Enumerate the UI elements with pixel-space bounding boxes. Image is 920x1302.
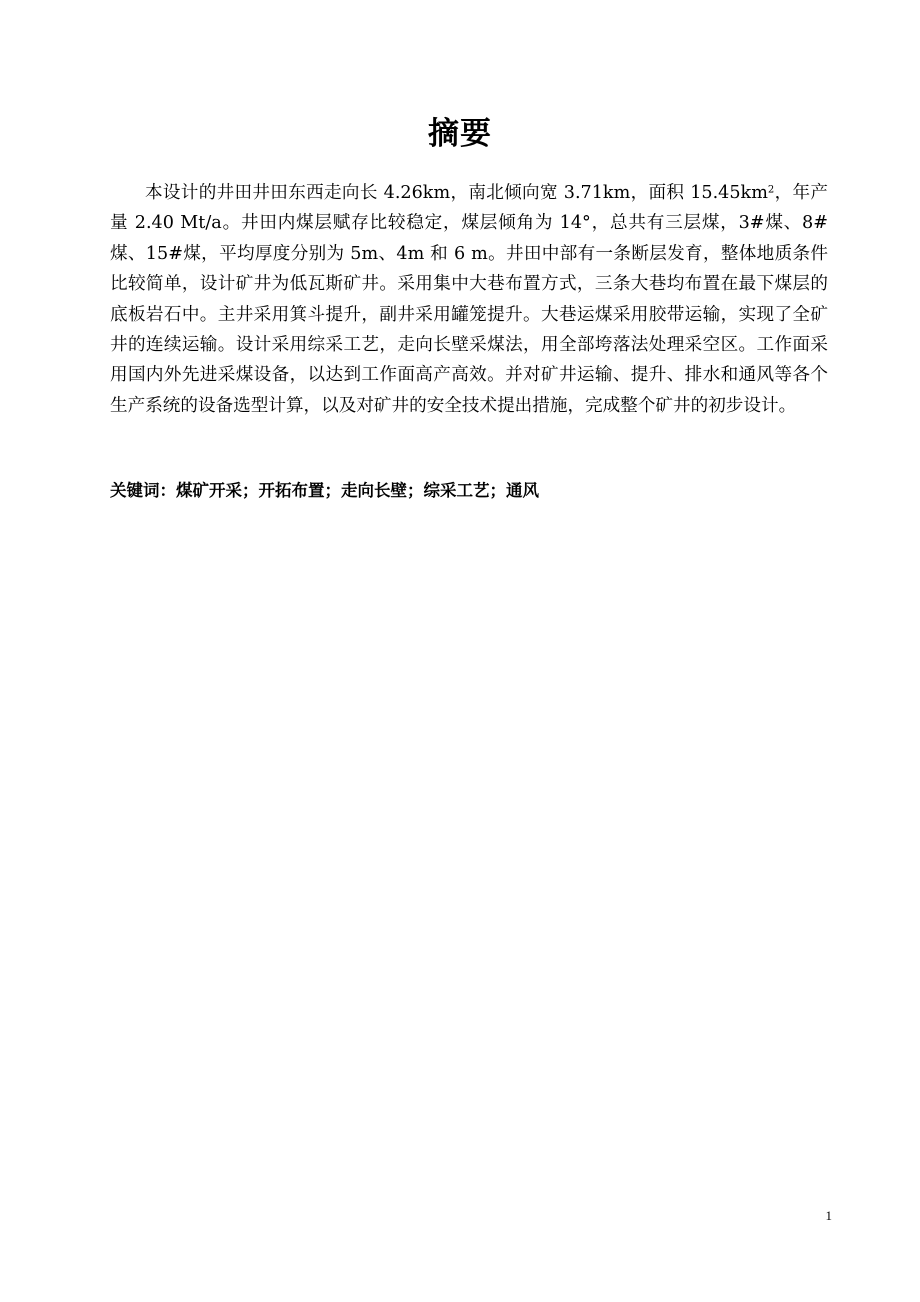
area-unit-superscript: 2 [767, 184, 775, 196]
abstract-paragraph [110, 178, 828, 421]
page-number: 1 [825, 1208, 832, 1223]
abstract-text-before-superscript: 本设计的井田井田东西走向长 4.26km，南北倾向宽 3.71km，面积 15.45km [145, 183, 768, 203]
page-title: 摘要 [428, 116, 492, 152]
abstract-text-after-superscript: ，年产量 2.40 Mt/a。井田内煤层赋存比较稳定，煤层倾角为 14°，总共有三层煤，3#煤、8#煤、15#煤，平均厚度分别为 5m、4m 和 6 m。井田中部有一条断层发育，整体地质条件比较简单，设计矿井为低瓦斯矿井。采用集中大巷布置方式，三条大巷均布置在最下煤层的底板岩石中。主井采用箕斗提升，副井采用罐笼提升。大巷运煤采用胶带运输，实现了全矿井的连续运输。设计采用综采工艺，走向长壁采煤法，用全部垮落法处理采空区。工作面采用国内外先进采煤设备，以达到工作面高产高效。并对矿井运输、提升、排水和通风等各个生产系统的设备选型计算，以及对矿井的安全技术提出措施，完成整个矿井的初步设计。 [110, 183, 828, 416]
keywords-line: 关键词：煤矿开采；开拓布置；走向长壁；综采工艺；通风 [110, 481, 539, 500]
